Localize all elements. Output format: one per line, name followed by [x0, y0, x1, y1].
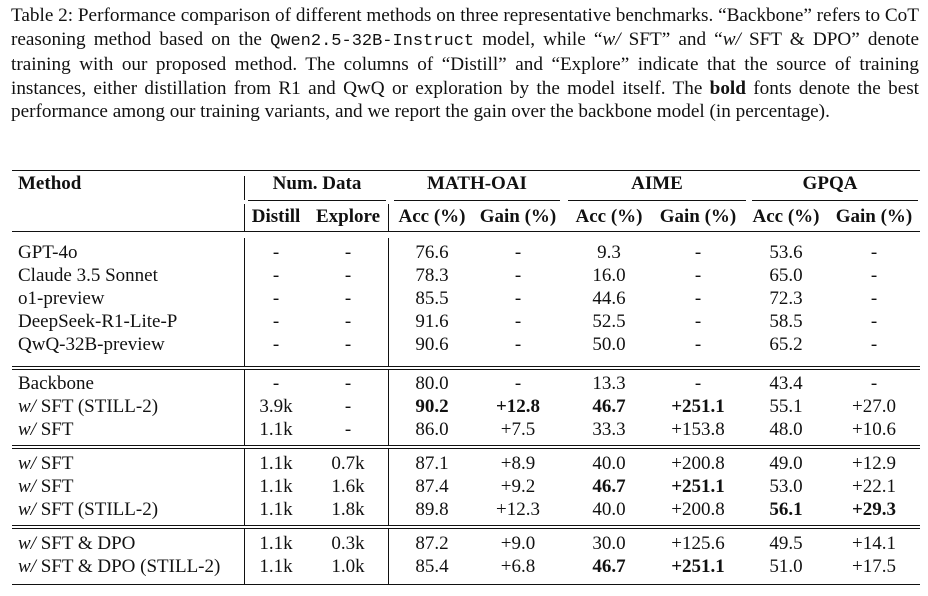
- row-7-gpqa-acc: 48.0: [769, 419, 803, 440]
- row-4-gpqa-acc: 65.2: [769, 334, 803, 355]
- row-11-explore: 0.3k: [331, 533, 365, 554]
- row-3-math-gain: -: [514, 311, 522, 332]
- table-caption: Table 2: Performance comparison of different methods on three representative benchmarks. “Backbone” refers to CoT reasoning method based on the Qwen2.5-32B-Instruct model, while “w/ SFT” and “w/ SFT & DPO” denote training with our proposed method. The columns of “Distill” and “Explore” indicate that the source of training instances, either distillation from R1 and QwQ or exploration by the model itself. The bold fonts denote the best performance among our training variants, and we report the gain over the backbone model (in percentage).: [11, 5, 920, 122]
- row-12-aime-gain: +251.1: [671, 556, 725, 577]
- row-7-distill: 1.1k: [259, 419, 293, 440]
- results-table: [12, 168, 920, 588]
- row-8-aime-acc: 40.0: [592, 453, 626, 474]
- row-2-method: o1-preview: [18, 288, 105, 309]
- header-explore: Explore: [315, 206, 381, 227]
- row-0-distill: -: [272, 242, 280, 263]
- row-7-math-acc: 86.0: [415, 419, 449, 440]
- group-rule-1b: [12, 369, 920, 370]
- header-math-acc: Acc (%): [398, 206, 466, 227]
- row-4-method: QwQ-32B-preview: [18, 334, 165, 355]
- row-2-gpqa-acc: 72.3: [769, 288, 803, 309]
- row-5-method: Backbone: [18, 373, 94, 394]
- row-7-explore: -: [344, 419, 352, 440]
- bottom-rule: [12, 584, 920, 585]
- model-name: Qwen2.5-32B-Instruct: [270, 31, 475, 51]
- header-gpqa: GPQA: [802, 173, 858, 194]
- row-11-math-gain: +9.0: [500, 533, 536, 554]
- row-6-distill: 3.9k: [259, 396, 293, 417]
- row-5-aime-gain: -: [694, 373, 702, 394]
- row-6-aime-gain: +251.1: [671, 396, 725, 417]
- group-rule-2b: [12, 448, 920, 449]
- row-4-explore: -: [344, 334, 352, 355]
- row-0-explore: -: [344, 242, 352, 263]
- row-9-aime-gain: +251.1: [671, 476, 725, 497]
- row-7-method: w/ SFT: [18, 419, 74, 440]
- cmidrule-aime: [568, 200, 746, 201]
- row-10-aime-gain: +200.8: [671, 499, 725, 520]
- row-10-method: w/ SFT (STILL-2): [18, 499, 159, 520]
- row-4-math-gain: -: [514, 334, 522, 355]
- row-3-aime-gain: -: [694, 311, 702, 332]
- row-2-math-gain: -: [514, 288, 522, 309]
- row-0-gpqa-gain: -: [870, 242, 878, 263]
- header-gpqa-acc: Acc (%): [752, 206, 820, 227]
- cmidrule-math: [394, 200, 560, 201]
- row-10-gpqa-gain: +29.3: [851, 499, 897, 520]
- row-12-math-acc: 85.4: [415, 556, 449, 577]
- row-1-gpqa-gain: -: [870, 265, 878, 286]
- header-aime-gain: Gain (%): [659, 206, 737, 227]
- row-2-distill: -: [272, 288, 280, 309]
- row-11-gpqa-gain: +14.1: [852, 533, 896, 554]
- header-gpqa-gain: Gain (%): [835, 206, 913, 227]
- row-9-aime-acc: 46.7: [592, 476, 626, 497]
- row-11-math-acc: 87.2: [415, 533, 449, 554]
- row-1-aime-gain: -: [694, 265, 702, 286]
- row-8-method: w/ SFT: [18, 453, 74, 474]
- row-3-method: DeepSeek-R1-Lite-P: [18, 311, 178, 332]
- row-6-method: w/ SFT (STILL-2): [18, 396, 159, 417]
- vrule-top-2: [244, 204, 245, 231]
- row-10-gpqa-acc: 56.1: [769, 499, 803, 520]
- row-4-distill: -: [272, 334, 280, 355]
- row-5-distill: -: [272, 373, 280, 394]
- row-9-explore: 1.6k: [331, 476, 365, 497]
- vrule-g2-b: [388, 369, 389, 445]
- vrule-g3-a: [244, 448, 245, 525]
- vrule-top-1: [244, 176, 245, 200]
- row-4-math-acc: 90.6: [415, 334, 449, 355]
- row-12-aime-acc: 46.7: [592, 556, 626, 577]
- vrule-g1-a: [244, 238, 245, 366]
- cmidrule-num-data: [248, 200, 386, 201]
- row-9-math-gain: +9.2: [500, 476, 536, 497]
- row-0-gpqa-acc: 53.6: [769, 242, 803, 263]
- row-7-aime-acc: 33.3: [592, 419, 626, 440]
- row-9-gpqa-gain: +22.1: [852, 476, 896, 497]
- vrule-g1-b: [388, 238, 389, 366]
- row-12-math-gain: +6.8: [500, 556, 536, 577]
- row-4-aime-gain: -: [694, 334, 702, 355]
- header-aime-acc: Acc (%): [575, 206, 643, 227]
- group-rule-3a: [12, 525, 920, 526]
- row-4-aime-acc: 50.0: [592, 334, 626, 355]
- bold-word: bold: [709, 77, 746, 99]
- row-5-math-gain: -: [514, 373, 522, 394]
- row-7-aime-gain: +153.8: [671, 419, 725, 440]
- row-3-aime-acc: 52.5: [592, 311, 626, 332]
- row-5-math-acc: 80.0: [415, 373, 449, 394]
- row-3-gpqa-gain: -: [870, 311, 878, 332]
- row-12-gpqa-acc: 51.0: [769, 556, 803, 577]
- row-8-distill: 1.1k: [259, 453, 293, 474]
- header-rule: [12, 231, 920, 232]
- row-3-gpqa-acc: 58.5: [769, 311, 803, 332]
- row-10-aime-acc: 40.0: [592, 499, 626, 520]
- row-10-math-gain: +12.3: [496, 499, 540, 520]
- row-12-method: w/ SFT & DPO (STILL-2): [18, 556, 221, 577]
- row-6-math-acc: 90.2: [415, 396, 449, 417]
- header-num-data: Num. Data: [272, 173, 362, 194]
- row-5-explore: -: [344, 373, 352, 394]
- row-0-math-gain: -: [514, 242, 522, 263]
- row-8-explore: 0.7k: [331, 453, 365, 474]
- row-6-explore: -: [344, 396, 352, 417]
- row-8-aime-gain: +200.8: [671, 453, 725, 474]
- row-5-gpqa-acc: 43.4: [769, 373, 803, 394]
- header-math: MATH-OAI: [427, 173, 527, 194]
- row-1-math-acc: 78.3: [415, 265, 449, 286]
- row-8-math-acc: 87.1: [415, 453, 449, 474]
- row-12-distill: 1.1k: [259, 556, 293, 577]
- row-2-aime-acc: 44.6: [592, 288, 626, 309]
- header-method: Method: [18, 173, 82, 194]
- row-0-method: GPT-4o: [18, 242, 78, 263]
- row-6-gpqa-gain: +27.0: [852, 396, 896, 417]
- row-10-explore: 1.8k: [331, 499, 365, 520]
- row-2-gpqa-gain: -: [870, 288, 878, 309]
- top-rule: [12, 170, 920, 171]
- row-3-explore: -: [344, 311, 352, 332]
- row-1-gpqa-acc: 65.0: [769, 265, 803, 286]
- row-11-gpqa-acc: 49.5: [769, 533, 803, 554]
- header-distill: Distill: [251, 206, 301, 227]
- row-9-distill: 1.1k: [259, 476, 293, 497]
- vrule-g3-b: [388, 448, 389, 525]
- vrule-g2-a: [244, 369, 245, 445]
- row-12-explore: 1.0k: [331, 556, 365, 577]
- row-8-gpqa-gain: +12.9: [852, 453, 896, 474]
- row-2-aime-gain: -: [694, 288, 702, 309]
- vrule-top-3: [388, 204, 389, 231]
- row-5-aime-acc: 13.3: [592, 373, 626, 394]
- header-aime: AIME: [631, 173, 683, 194]
- row-1-math-gain: -: [514, 265, 522, 286]
- row-1-aime-acc: 16.0: [592, 265, 626, 286]
- row-8-math-gain: +8.9: [500, 453, 536, 474]
- row-9-math-acc: 87.4: [415, 476, 449, 497]
- row-10-math-acc: 89.8: [415, 499, 449, 520]
- row-5-gpqa-gain: -: [870, 373, 878, 394]
- row-0-aime-acc: 9.3: [597, 242, 621, 263]
- row-6-aime-acc: 46.7: [592, 396, 626, 417]
- row-0-math-acc: 76.6: [415, 242, 449, 263]
- row-11-aime-gain: +125.6: [671, 533, 725, 554]
- row-1-method: Claude 3.5 Sonnet: [18, 265, 158, 286]
- row-2-math-acc: 85.5: [415, 288, 449, 309]
- row-2-explore: -: [344, 288, 352, 309]
- row-3-distill: -: [272, 311, 280, 332]
- row-9-gpqa-acc: 53.0: [769, 476, 803, 497]
- row-8-gpqa-acc: 49.0: [769, 453, 803, 474]
- row-10-distill: 1.1k: [259, 499, 293, 520]
- cmidrule-gpqa: [752, 200, 918, 201]
- row-0-aime-gain: -: [694, 242, 702, 263]
- header-math-gain: Gain (%): [479, 206, 557, 227]
- row-11-method: w/ SFT & DPO: [18, 533, 136, 554]
- row-11-distill: 1.1k: [259, 533, 293, 554]
- group-rule-2a: [12, 445, 920, 446]
- vrule-g4-a: [244, 528, 245, 584]
- row-1-distill: -: [272, 265, 280, 286]
- row-3-math-acc: 91.6: [415, 311, 449, 332]
- row-1-explore: -: [344, 265, 352, 286]
- row-12-gpqa-gain: +17.5: [852, 556, 896, 577]
- row-11-aime-acc: 30.0: [592, 533, 626, 554]
- row-4-gpqa-gain: -: [870, 334, 878, 355]
- row-7-gpqa-gain: +10.6: [852, 419, 896, 440]
- row-9-method: w/ SFT: [18, 476, 74, 497]
- row-7-math-gain: +7.5: [500, 419, 536, 440]
- row-6-gpqa-acc: 55.1: [769, 396, 803, 417]
- vrule-g4-b: [388, 528, 389, 584]
- row-6-math-gain: +12.8: [495, 396, 541, 417]
- group-rule-3b: [12, 528, 920, 529]
- group-rule-1a: [12, 366, 920, 367]
